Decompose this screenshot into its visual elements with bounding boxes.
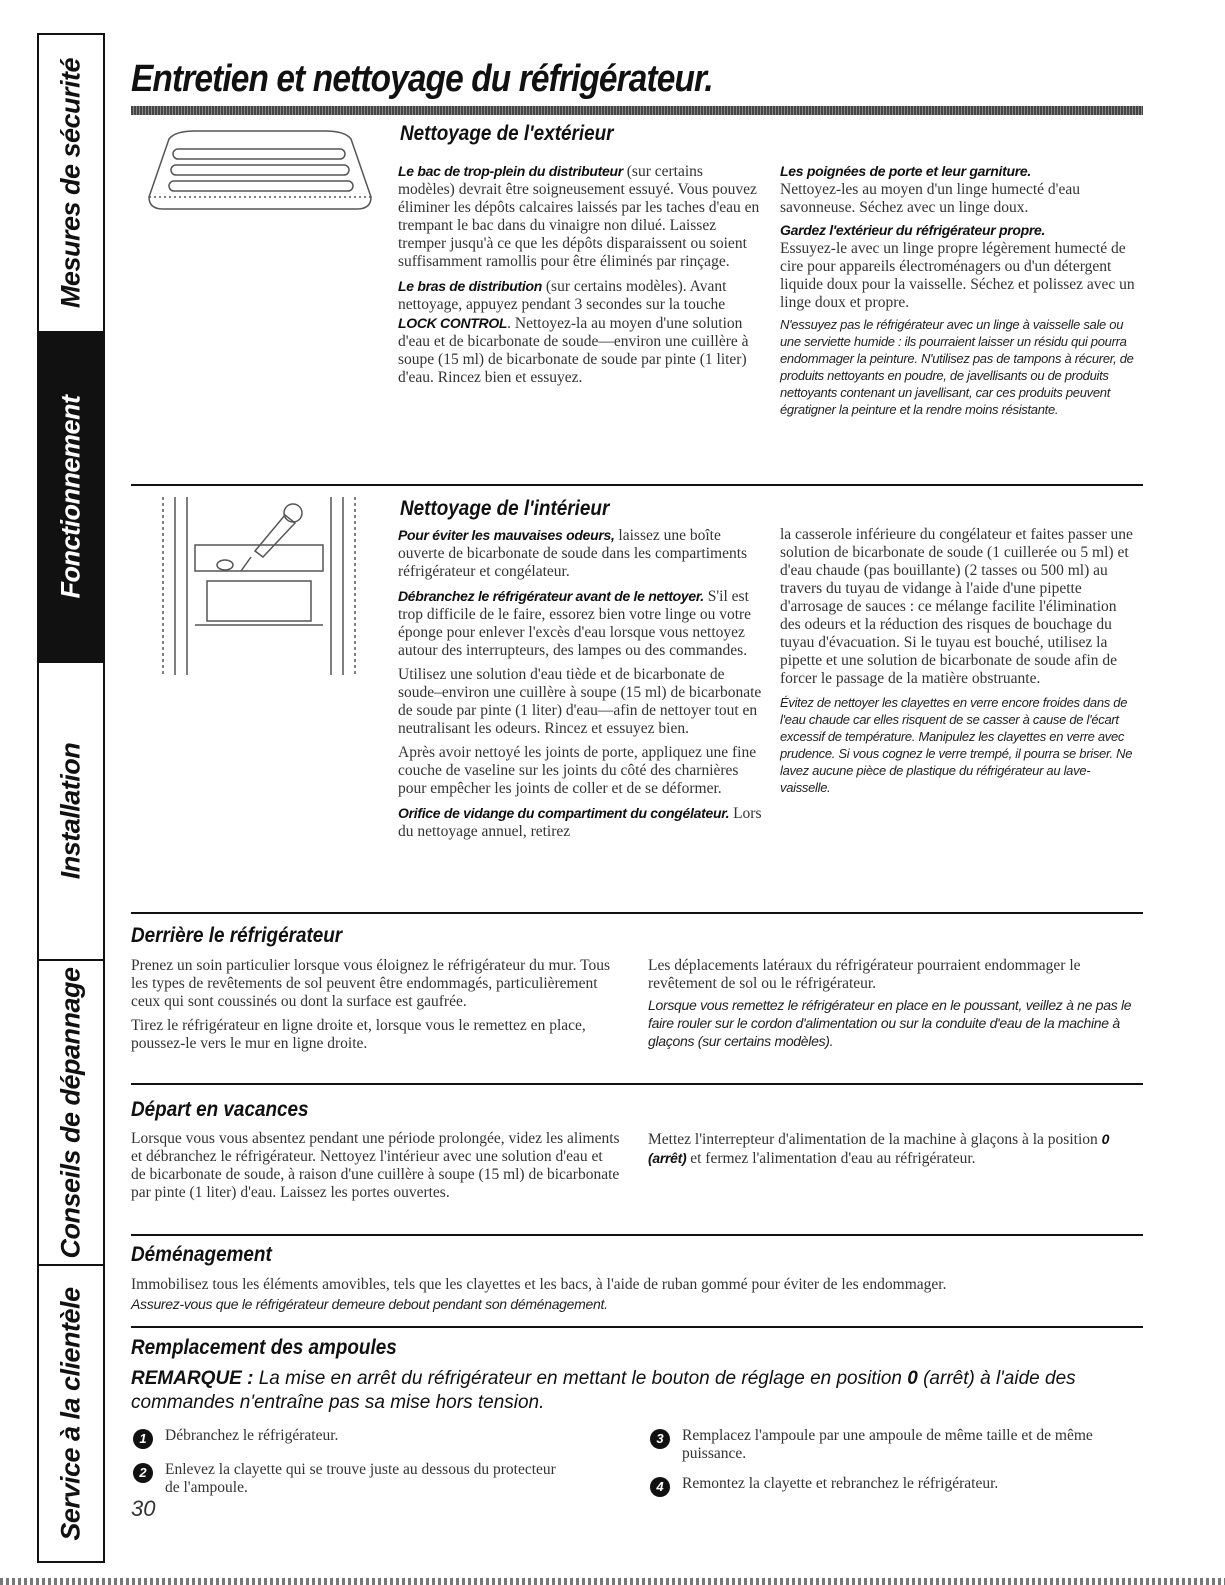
paragraph: Les déplacements latéraux du réfrigérateur pourraient endommager le revêtement de sol ou le réfrigérateur. xyxy=(648,957,1081,992)
text: . Nettoyez-la au moyen d'une solution d'eau et de bicarbonate de soude—environ une cuillère à soupe (15 ml) de bicarbonate de soude par pinte (1 liter) d'eau. Rincez bien et essuyez. xyxy=(398,315,749,386)
step-number-badge: 1 xyxy=(133,1429,153,1449)
tab-safety[interactable] xyxy=(39,35,103,333)
section-divider xyxy=(131,1326,1143,1328)
step-text: Débranchez le réfrigérateur. xyxy=(165,1427,339,1444)
text: (sur certains modèles). Avant nettoyage, appuyez pendant 3 secondes sur la touche xyxy=(398,278,727,313)
lead-in: Gardez l'extérieur du réfrigérateur propre. xyxy=(780,222,1046,238)
paragraph xyxy=(398,277,763,387)
step-text: Enlevez la clayette qui se trouve juste au dessous du protecteur de l'ampoule. xyxy=(165,1461,556,1496)
lead-in: Pour éviter les mauvaises odeurs, xyxy=(398,527,615,543)
drain-cleaning-illustration xyxy=(135,495,375,677)
tab-operating[interactable] xyxy=(39,333,103,663)
vacation-heading: Départ en vacances xyxy=(131,1098,309,1121)
step-number-badge: 2 xyxy=(133,1463,153,1483)
text: (arrêt) à l'aide des commandes n'entraîne pas sa mise hors tension. xyxy=(131,1368,1076,1413)
tab-customer-service[interactable] xyxy=(39,1266,103,1561)
lead-in: Débranchez le réfrigérateur avant de le nettoyer. xyxy=(398,588,704,604)
warning-text: Assurez-vous que le réfrigérateur demeure debout pendant son déménagement. xyxy=(131,1296,608,1312)
lock-control-key: LOCK CONTROL xyxy=(398,315,508,331)
remark-note xyxy=(131,1367,1136,1415)
text: et fermez l'alimentation d'eau au réfrigérateur. xyxy=(686,1150,976,1167)
paragraph: Tirez le réfrigérateur en ligne droite et, lorsque vous le remettez en place, poussez-le vers le mur en ligne droite. xyxy=(131,1017,586,1052)
step-item xyxy=(650,1475,1120,1497)
interior-heading: Nettoyage de l'intérieur xyxy=(400,497,610,520)
section-tabs xyxy=(37,33,105,1563)
text: laissez une boîte ouverte de bicarbonate de soude dans les compartiments réfrigérateur et congélateur. xyxy=(398,527,748,580)
text: S'il est trop difficile de le faire, essorez bien votre linge ou votre éponge pour enlever l'excès d'eau lorsque vous nettoyez autour des interrupteurs, des lampes ou des commandes. xyxy=(398,588,752,659)
lead-in: Le bac de trop-plein du distributeur xyxy=(398,163,623,179)
exterior-col-2 xyxy=(780,162,1135,418)
section-divider xyxy=(131,1234,1143,1236)
paragraph xyxy=(780,162,1135,217)
lead-in: Orifice de vidange du compartiment du congélateur. xyxy=(398,805,730,821)
paragraph xyxy=(398,587,763,660)
moving-heading: Déménagement xyxy=(131,1243,272,1266)
paragraph: Utilisez une solution d'eau tiède et de bicarbonate de soude–environ une cuillère à soupe (15 ml) de bicarbonate de soude par pinte (1 liter) d'eau—afin de nettoyer tout en neutralisant les odeurs. Rincez et essuyez bien. xyxy=(398,666,762,737)
section-divider xyxy=(131,1083,1143,1085)
tab-label: Installation xyxy=(55,742,86,880)
step-number-badge: 3 xyxy=(650,1429,670,1449)
paragraph xyxy=(398,162,763,271)
paragraph: Après avoir nettoyé les joints de porte, appliquez une fine couche de vaseline sur les joints du côté des charnières pour empêcher les joints de coller et de se déformer. xyxy=(398,744,757,797)
section-divider xyxy=(131,484,1143,486)
paragraph: Immobilisez tous les éléments amovibles, tels que les clayettes et les bacs, à l'aide de ruban gommé pour éviter de les endommager. xyxy=(131,1276,947,1293)
paragraph: Prenez un soin particulier lorsque vous éloignez le réfrigérateur du mur. Tous les types de revêtements de sol peuvent être endommagés, particulièrement ceux qui sont coussinés ou dont la surface est gaufrée. xyxy=(131,957,610,1010)
paragraph xyxy=(648,1130,1128,1168)
position-zero: 0 xyxy=(907,1368,918,1389)
text: Mettez l'interrepteur d'alimentation de la machine à glaçons à la position xyxy=(648,1131,1102,1148)
remark-label: REMARQUE : xyxy=(131,1368,254,1389)
tab-label: Conseils de dépannage xyxy=(55,966,86,1259)
text: La mise en arrêt du réfrigérateur en mettant le bouton de réglage en position xyxy=(253,1368,908,1389)
paragraph: Lorsque vous vous absentez pendant une période prolongée, videz les aliments et débranchez le réfrigérateur. Nettoyez l'intérieur avec une solution d'eau et de bicarbonate de soude, à raison d'une cuillère à soupe (15 ml) de bicarbonate par pinte (1 liter) d'eau. Laissez les portes ouvertes. xyxy=(131,1130,620,1201)
behind-heading: Derrière le réfrigérateur xyxy=(131,924,343,947)
tab-label: Service à la clientèle xyxy=(55,1286,86,1541)
off-position: 0 (arrêt) xyxy=(648,1131,1110,1166)
text: Essuyez-le avec un linge propre légèrement humecté de cire pour appareils électroménagers ou d'un détergent liquide doux pour la vaisselle. Séchez et polissez avec un linge doux et propre. xyxy=(780,240,1135,311)
paragraph xyxy=(398,804,763,841)
behind-col-1 xyxy=(131,957,621,1059)
bulbs-heading: Remplacement des ampoules xyxy=(131,1336,397,1359)
paragraph: la casserole inférieure du congélateur et faites passer une solution de bicarbonate de soude (1 cuillerée ou 5 ml) et d'eau chaude (pas bouillante) (2 tasses ou 500 ml) au travers du tuyau de vidange à l'aide d'une pipette d'arrosage de sauces : ce mélange facilite l'élimination des odeurs et la réduction des risques de bouchage du tuyau d'évacuation. Si le tuyau est bouché, utilisez la pipette et une solution de bicarbonate de soude afin de forcer le passage de la matière obstruante. xyxy=(780,526,1133,687)
scan-edge xyxy=(0,1578,1225,1585)
tab-label: Mesures de sécurité xyxy=(55,57,86,309)
section-divider xyxy=(131,912,1143,914)
moving-body xyxy=(131,1276,1141,1313)
tab-label: Fonctionnement xyxy=(55,395,86,599)
vacation-col-2 xyxy=(648,1130,1128,1174)
tab-troubleshooting[interactable] xyxy=(39,961,103,1266)
warning-text: Lorsque vous remettez le réfrigérateur en place en le poussant, veillez à ne pas le faire rouler sur le cordon d'alimentation ou sur la conduite d'eau de la machine à glaçons (sur certains modèles). xyxy=(648,997,1132,1049)
page-number: 30 xyxy=(131,1496,156,1521)
exterior-col-1 xyxy=(398,162,763,393)
title-rule xyxy=(131,106,1143,115)
tab-installation[interactable] xyxy=(39,663,103,961)
page-title: Entretien et nettoyage du réfrigérateur. xyxy=(131,58,713,100)
lead-in: Le bras de distribution xyxy=(398,278,543,294)
step-number-badge: 4 xyxy=(650,1477,670,1497)
interior-col-2 xyxy=(780,526,1135,796)
drip-tray-illustration xyxy=(135,125,385,217)
behind-col-2 xyxy=(648,957,1138,1050)
vacation-col-1 xyxy=(131,1130,621,1208)
step-item xyxy=(650,1427,1120,1467)
step-text: Remplacez l'ampoule par une ampoule de même taille et de même puissance. xyxy=(682,1427,1093,1462)
lead-in: Les poignées de porte et leur garniture. xyxy=(780,163,1031,179)
exterior-heading: Nettoyage de l'extérieur xyxy=(400,122,614,145)
interior-col-1 xyxy=(398,526,763,847)
step-text: Remontez la clayette et rebranchez le réfrigérateur. xyxy=(682,1475,999,1492)
warning-text: N'essuyez pas le réfrigérateur avec un linge à vaisselle sale ou une serviette humide : ils pourraient laisser un résidu qui pourra endommager la peinture. N'utilisez pas de tampons à récurer, de produits nettoyants en poudre, de javellisants ou de produits nettoyants contenant un javellisant, car ces produits peuvent égratigner la peinture et la rendre moins résistante. xyxy=(780,317,1134,417)
step-item xyxy=(133,1461,603,1501)
text: Lors du nettoyage annuel, retirez xyxy=(398,805,762,840)
paragraph xyxy=(398,526,763,581)
paragraph xyxy=(780,221,1135,312)
warning-text: Évitez de nettoyer les clayettes en verre encore froides dans de l'eau chaude car elles risquent de se casser à cause de l'écart excessif de température. Manipulez les clayettes en verre avec prudence. Si vous cognez le verre trempé, il pourra se briser. Ne lavez aucune pièce de plastique du réfrigérateur au lave-vaisselle. xyxy=(780,695,1133,795)
step-item xyxy=(133,1427,603,1449)
text: (sur certains modèles) devrait être soigneusement essuyé. Vous pouvez éliminer les dépôts calcaires laissés par les taches d'eau en trempant le bac dans du vinaigre non dilué. Laissez tremper jusqu'à ce que les dépôts disparaissent ou soient suffisamment ramollis pour être éliminés par rinçage. xyxy=(398,163,760,270)
text: Nettoyez-les au moyen d'un linge humecté d'eau savonneuse. Séchez avec un linge doux. xyxy=(780,181,1080,216)
